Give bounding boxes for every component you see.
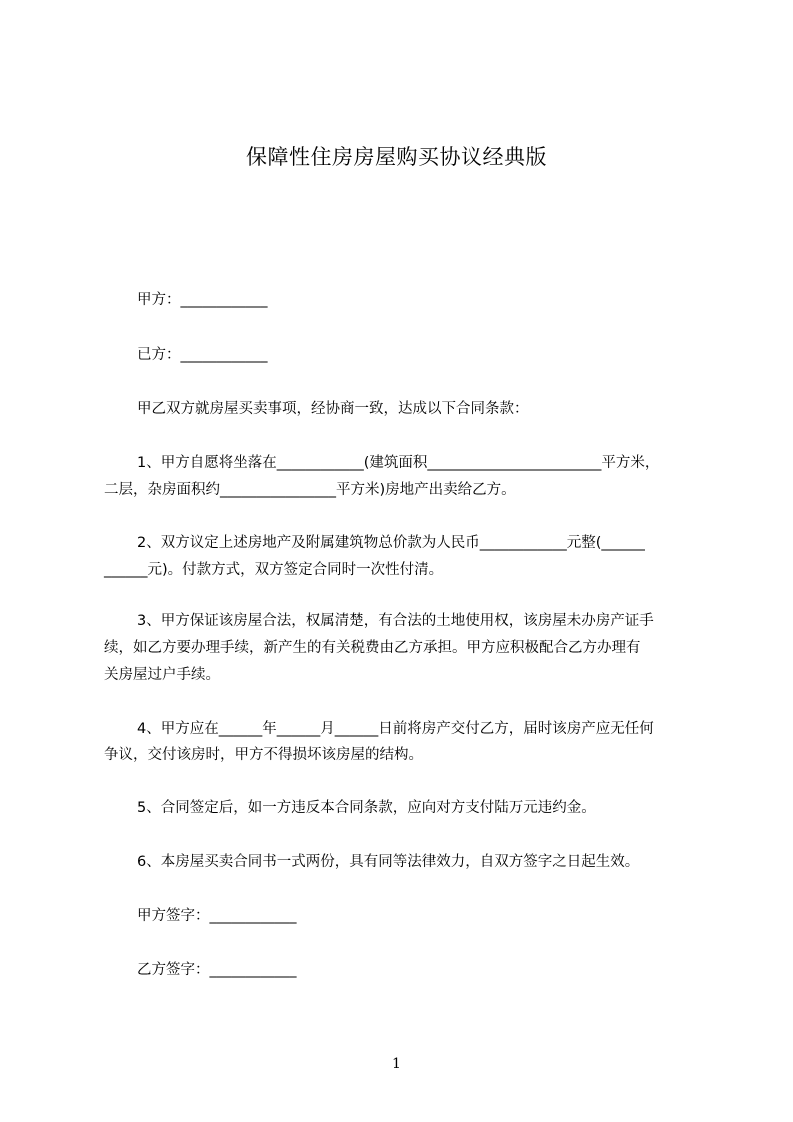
clause-2-line-2: ______元)。付款方式，双方签定合同时一次性付清。 [104,562,444,578]
clause-2-line-1: 2、双方议定上述房地产及附属建筑物总价款为人民币____________元整(______ [137,535,645,551]
page-number: 1 [392,1056,401,1072]
clause-1-line-2: 二层，杂房面积约________________平方米)房地产出卖给乙方。 [104,482,516,498]
clause-3-line-1: 3、甲方保证该房屋合法，权属清楚，有合法的土地使用权，该房屋未办房产证手 [137,613,654,629]
clause-4-line-1: 4、甲方应在______年______月______日前将房产交付乙方，届时该房产应无任何 [137,721,654,737]
clause-5: 5、合同签定后，如一方违反本合同条款，应向对方支付陆万元违约金。 [137,800,596,816]
clause-6: 6、本房屋买卖合同书一式两份，具有同等法律效力，自双方签字之日起生效。 [137,854,640,870]
party-b-line: 已方：____________ [137,347,268,363]
party-a-line: 甲方：____________ [137,292,268,308]
party-b-signature-line: 乙方签字：____________ [137,962,297,978]
clause-3-line-3: 关房屋过户手续。 [104,667,220,683]
clause-1-line-1: 1、甲方自愿将坐落在____________(建筑面积________________________平方米， [137,455,660,471]
clause-3-line-2: 续，如乙方要办理手续，新产生的有关税费由乙方承担。甲方应积极配合乙方办理有 [104,640,641,656]
clause-4-line-2: 争议，交付该房时，甲方不得损坏该房屋的结构。 [104,747,423,763]
party-a-signature-line: 甲方签字：____________ [137,908,297,924]
intro-paragraph: 甲乙双方就房屋买卖事项，经协商一致，达成以下合同条款： [137,401,529,417]
document-title: 保障性住房房屋购买协议经典版 [246,145,547,169]
